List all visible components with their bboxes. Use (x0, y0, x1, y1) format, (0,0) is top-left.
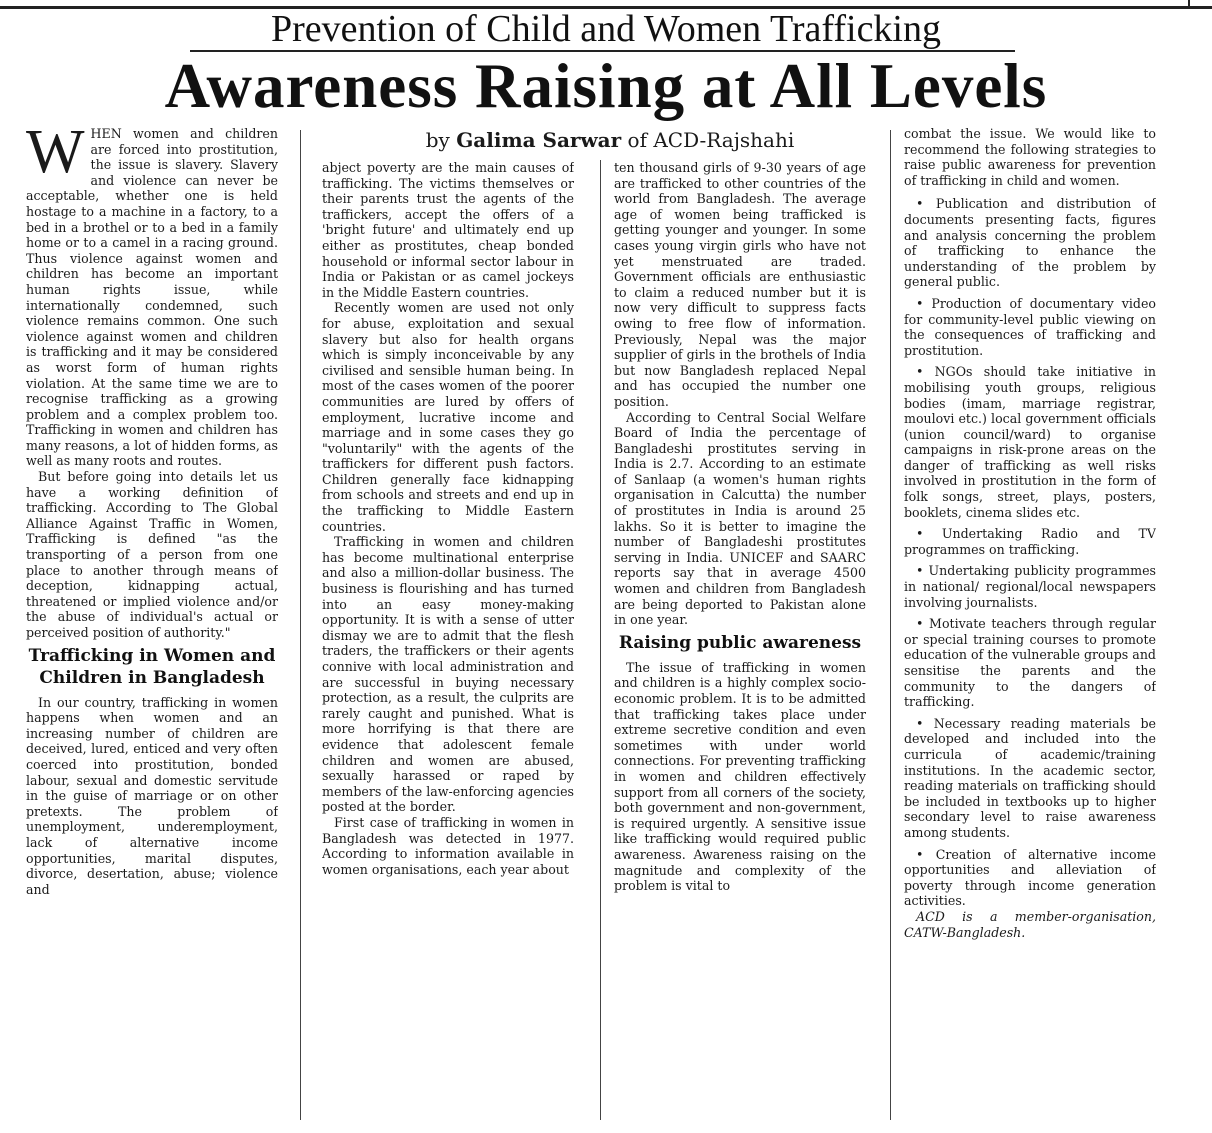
paragraph: According to Central Social Welfare Board of India the percentage of Bangladeshi prostitutes serving in India is 2.7. According to an estimate of Sanlaap (a women's human rights organisation in Calcutta) the number of prostitutes in India is around 25 lakhs. So it is better to imagine the number of Bangladeshi prostitutes serving in India. UNICEF and SAARC reports say that in average 4500 women and children from Bangladesh are being deported to Pakistan alone in one year. (614, 409, 866, 628)
column-rule-2 (600, 160, 601, 1120)
subheading: Trafficking in Women and Children in Bangladesh (28, 645, 276, 688)
bullet-item: • Necessary reading materials be developed and included into the curricula of academic/training institutions. In the academic sector, reading materials on trafficking should be included in textbooks up to higher secondary level to raise awareness among students. (904, 715, 1156, 840)
bullet-item: • Undertaking publicity programmes in national/ regional/local newspapers involving journalists. (904, 563, 1156, 610)
paragraph: combat the issue. We would like to recommend the following strategies to raise public awareness for prevention of trafficking in child and women. (904, 126, 1156, 188)
article-column-3 (614, 160, 866, 1090)
article-column-2 (322, 160, 574, 1090)
paragraph: ten thousand girls of 9-30 years of age are trafficked to other countries of the world from Bangladesh. The average age of women being trafficked is getting younger and younger. In some cases young virgin girls who have not yet menstruated are traded. Government officials are enthusiastic to claim a reduced number but it is now very difficult to suppress facts owing to free flow of information. Previously, Nepal was the major supplier of girls in the brothels of India but now Bangladesh replaced Nepal and has occupied the number one position. (614, 160, 866, 409)
paragraph: But before going into details let us have a working definition of trafficking. According to The Global Alliance Against Traffic in Women, Trafficking is defined "as the transporting of a person from one place to another through means of deception, kidnapping actual, threatened or implied violence and/or the abuse of individual's actual or perceived position of authority." (26, 469, 278, 640)
byline-author: Galima Sarwar (456, 128, 622, 152)
paragraph (26, 126, 278, 469)
headline: Awareness Raising at All Levels (164, 51, 1048, 121)
paragraph-text: HEN women and children are forced into prostitution, the issue is slavery. Slavery and violence can never be acceptable, whether one is held hostage to a machine in a factory, to a bed in a brothel or to a bed in a family home or to a camel in a racing ground. Thus violence against women and children has become an important human rights issue, while internationally condemned, such violence remains common. One such violence against women and children is trafficking and it may be considered as worst form of human rights violation. At the same time we are to recognise trafficking as a growing problem and a complex problem too. Trafficking in women and children has many reasons, a lot of hidden forms, as well as many roots and routes. (26, 126, 278, 469)
bullet-item: • NGOs should take initiative in mobilising youth groups, religious bodies (imam, marriage registrar, moulovi etc.) local government officials (union council/ward) to organise campaigns in risk-prone areas on the danger of trafficking as well risks involved in prostitution in the form of folk songs, street, plays, posters, booklets, cinema slides etc. (904, 364, 1156, 520)
article-column-4 (904, 126, 1156, 1126)
byline (320, 128, 900, 152)
bullet-item: • Production of documentary video for community-level public viewing on the consequences of trafficking and prostitution. (904, 295, 1156, 358)
subheading: Raising public awareness (618, 632, 862, 653)
article-column-1 (26, 126, 278, 1126)
bullet-item: • Creation of alternative income opportunities and alleviation of poverty through income generation activities. (904, 846, 1156, 909)
paragraph: Trafficking in women and children has become multinational enterprise and also a million-dollar business. The business is flourishing and has turned into an easy money-making opportunity. It is with a sense of utter dismay we are to admit that the flesh traders, the traffickers or their agents connive with local administration and are successful in buying necessary protection, as a result, the culprits are rarely caught and punished. What is more horrifying is that there are evidence that adolescent female children and women are abused, sexually harassed or raped by members of the law-enforcing agencies posted at the border. (322, 534, 574, 815)
paragraph: First case of trafficking in women in Bangladesh was detected in 1977. According to information available in women organisations, each year about (322, 814, 574, 877)
paragraph: The issue of trafficking in women and children is a highly complex socio-economic problem. It is to be admitted that trafficking takes place under extreme secretive condition and even sometimes with under world connections. For preventing trafficking in women and children effectively support from all corners of the society, both government and non-government, is required urgently. A sensitive issue like trafficking would required public awareness. Awareness raising on the magnitude and complexity of the problem is vital to (614, 659, 866, 894)
byline-prefix: by (425, 128, 450, 152)
right-frame-rule (1188, 0, 1190, 8)
paragraph: Recently women are used not only for abuse, exploitation and sexual slavery but also for health organs which is simply inconceivable by any civilised and sensible human being. In most of the cases women of the poorer communities are lured by offers of employment, lucrative income and marriage and in some cases they go "voluntarily" with the agents of the traffickers for different push factors. Children generally face kidnapping from schools and streets and end up in the trafficking to Middle Eastern countries. (322, 300, 574, 534)
paragraph: In our country, trafficking in women happens when women and an increasing number of children are deceived, lured, enticed and very often coerced into prostitution, bonded labour, sexual and domestic servitude in the guise of marriage or on other pretexts. The problem of unemployment, underemployment, lack of alternative income opportunities, marital disputes, divorce, desertation, abuse; violence and (26, 694, 278, 897)
drop-cap: W (26, 126, 85, 186)
column-rule-1 (300, 130, 301, 1120)
paragraph: abject poverty are the main causes of trafficking. The victims themselves or their parents trust the agents of the traffickers, accept the offers of a 'bright future' and ultimately end up either as prostitutes, cheap bonded household or informal sector labour in India or Pakistan or as camel jockeys in the Middle Eastern countries. (322, 160, 574, 300)
column-rule-3 (890, 130, 891, 1120)
byline-affiliation: of ACD-Rajshahi (627, 128, 795, 152)
bullet-item: • Motivate teachers through regular or special training courses to promote education of the vulnerable groups and sensitise the parents and the community to the dangers of trafficking. (904, 616, 1156, 710)
bullet-item: • Publication and distribution of documents presenting facts, figures and analysis concerning the problem of trafficking to enhance the understanding of the problem by general public. (904, 196, 1156, 290)
bullet-item: • Undertaking Radio and TV programmes on trafficking. (904, 526, 1156, 557)
kicker-title: Prevention of Child and Women Trafficking (271, 8, 941, 50)
author-note: ACD is a member-organisation, CATW-Bangladesh. (904, 908, 1156, 940)
